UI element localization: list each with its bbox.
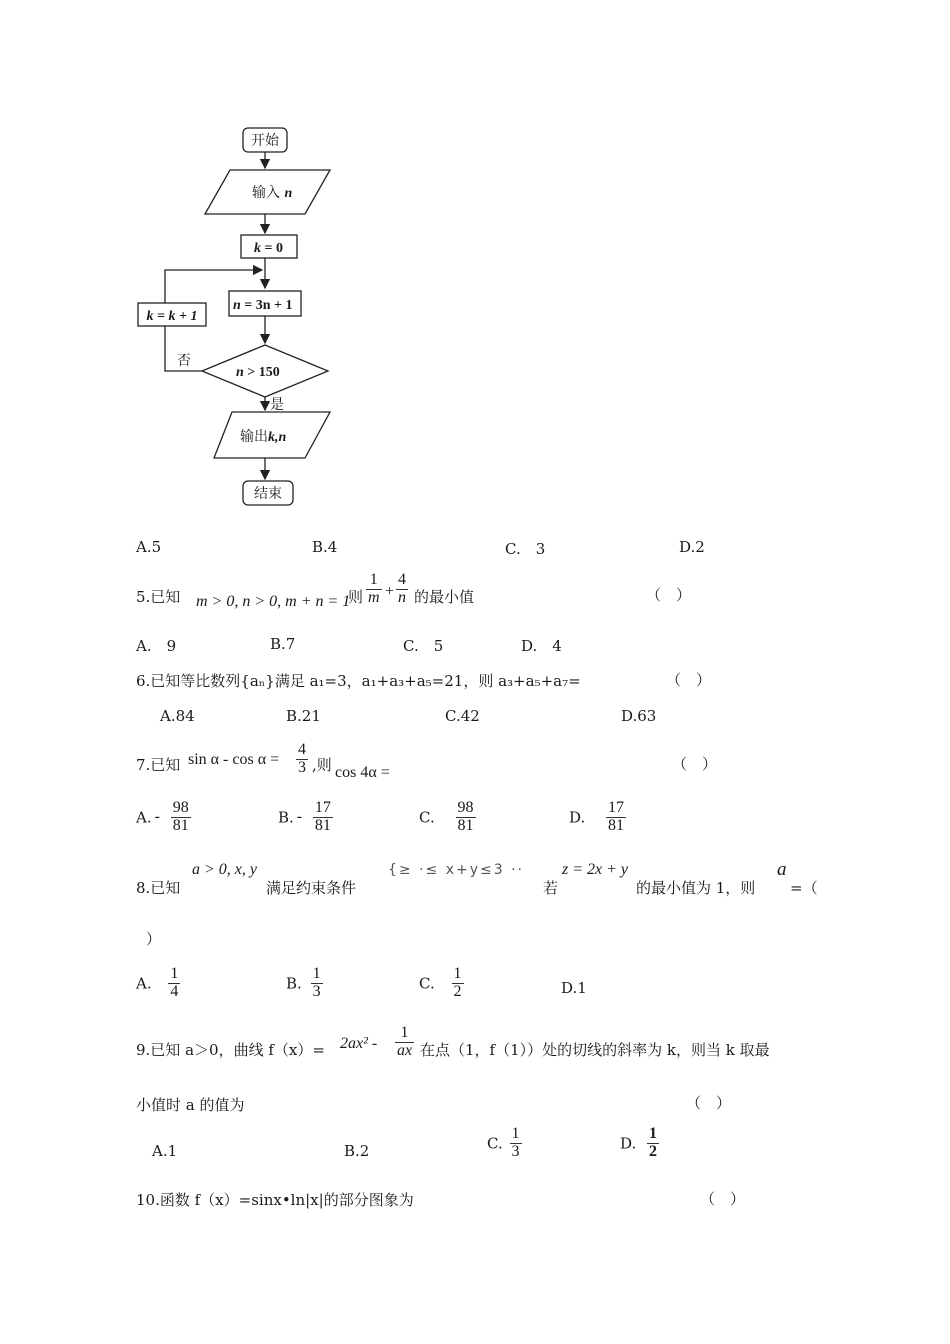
q7-expr: sin α - cos α = xyxy=(188,751,280,768)
q7-then: ,则 xyxy=(312,756,332,774)
q9-option-d: D. $\frac{1}{2}$ xyxy=(620,1125,658,1160)
end-label: 结束 xyxy=(254,486,282,502)
q6-option-c: C.42 xyxy=(445,707,480,725)
q8-prefix: 8.已知 xyxy=(136,879,181,897)
q6-option-b: B.21 xyxy=(286,707,321,725)
start-label: 开始 xyxy=(251,133,279,149)
q7-paren: （ ） xyxy=(672,755,718,773)
q8-mid: 满足约束条件 xyxy=(266,879,357,897)
q9-suffix: 在点（1，f（1））处的切线的斜率为 k，则当 k 取最 xyxy=(420,1041,770,1059)
q7-option-a: A. - $\frac{98}{81}$ xyxy=(136,799,189,834)
no-label: 否 xyxy=(177,353,191,369)
q9-option-b: B.2 xyxy=(344,1142,370,1160)
q7-option-c: C. $\frac{98}{81}$ xyxy=(419,799,474,834)
q7-prefix: 7.已知 xyxy=(136,756,181,774)
q5-prefix: 5.已知 xyxy=(136,588,181,606)
q8-constraint: {≥ ·≤ x+y≤3 ·· xyxy=(388,862,525,878)
q8-option-b: B. $\frac{1}{3}$ xyxy=(286,965,321,1000)
q7-option-d: D. $\frac{17}{81}$ xyxy=(569,799,625,834)
init-k-label: k = 0 xyxy=(254,241,283,256)
q8-close: ） xyxy=(146,930,162,948)
q7-option-b: B. - $\frac{17}{81}$ xyxy=(278,799,331,834)
q8-vars: a > 0, x, y xyxy=(192,861,257,878)
q5-then: 则 xyxy=(348,588,364,606)
q9-prefix: 9.已知 a＞0，曲线 f（x）= xyxy=(136,1041,325,1059)
q8-option-d: D.1 xyxy=(561,979,587,997)
q7-fraction: $\frac{4}{3}$ xyxy=(298,741,306,776)
q4-option-c: C. 3 xyxy=(505,540,546,558)
q9-fraction: $\frac{1}{ax}$ xyxy=(397,1024,413,1059)
q10-text: 10.函数 f（x）=sinx•ln|x|的部分图象为 xyxy=(136,1191,414,1209)
q6-text: 6.已知等比数列{aₙ}满足 a₁=3，a₁+a₃+a₅=21，则 a₃+a₅+a₇= xyxy=(136,672,581,690)
q10-paren: （ ） xyxy=(700,1190,746,1208)
update-n-label: n = 3n + 1 xyxy=(233,298,293,313)
output-label: 输出k,n xyxy=(240,429,287,445)
q5-option-d: D. 4 xyxy=(521,637,562,655)
q5-option-a: A. 9 xyxy=(136,637,177,655)
q9-paren: （ ） xyxy=(686,1094,732,1112)
q8-a-var: a xyxy=(777,859,787,880)
q8-suffix: 的最小值为 1，则 xyxy=(636,879,756,897)
q8-objective: z = 2x + y xyxy=(562,861,629,878)
q5-fraction-1: $\frac{1}{m}$ xyxy=(368,571,380,606)
q5-suffix: 的最小值 xyxy=(414,588,475,606)
q5-option-c: C. 5 xyxy=(403,637,444,655)
q4-option-d: D.2 xyxy=(679,538,705,556)
yes-label: 是 xyxy=(270,397,284,413)
q8-if: 若 xyxy=(543,879,559,897)
q4-option-b: B.4 xyxy=(312,538,338,556)
q9-expr: 2ax² - xyxy=(340,1035,378,1052)
q6-option-a: A.84 xyxy=(160,707,195,725)
q9-line2: 小值时 a 的值为 xyxy=(136,1096,245,1114)
flowchart xyxy=(0,0,400,520)
q6-option-d: D.63 xyxy=(621,707,657,725)
decision-label: n > 150 xyxy=(236,365,280,380)
q5-fraction-2: $\frac{4}{n}$ xyxy=(398,571,406,606)
q9-option-a: A.1 xyxy=(152,1142,178,1160)
q8-eq: =（ xyxy=(790,879,818,897)
q5-plus: + xyxy=(385,583,395,600)
input-label: 输入 n xyxy=(252,185,293,201)
q8-option-a: A. $\frac{1}{4}$ xyxy=(136,965,179,1000)
q5-condition: m > 0, n > 0, m + n = 1 xyxy=(196,593,351,610)
q7-expr2: cos 4α = xyxy=(335,764,390,781)
q6-paren: （ ） xyxy=(666,671,712,689)
q8-option-c: C. $\frac{1}{2}$ xyxy=(419,965,462,1000)
q5-paren: （ ） xyxy=(646,586,692,604)
update-k-label: k = k + 1 xyxy=(146,309,198,324)
q4-option-a: A.5 xyxy=(136,538,162,556)
q9-option-c: C. $\frac{1}{3}$ xyxy=(487,1125,520,1160)
q5-option-b: B.7 xyxy=(270,635,296,653)
